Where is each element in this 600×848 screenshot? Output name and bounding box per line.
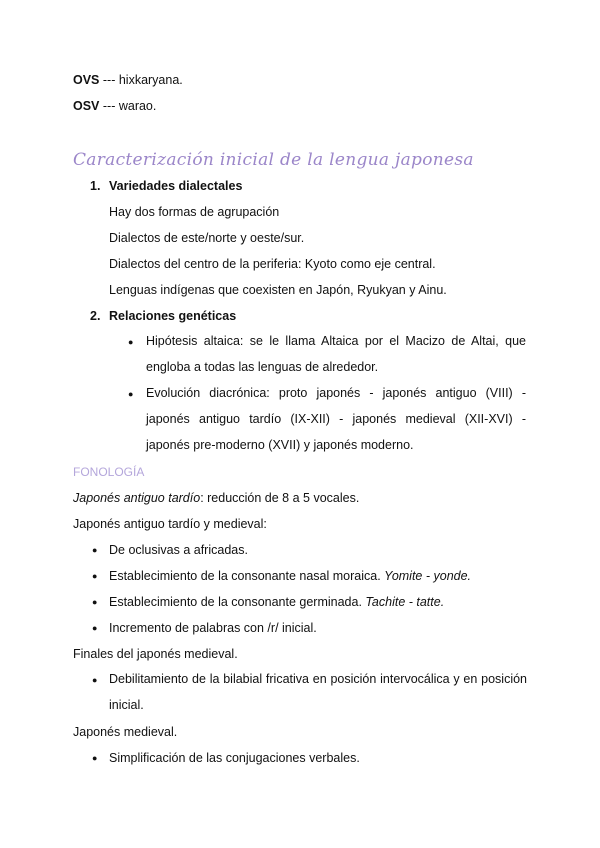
bullet-item: De oclusivas a africadas.: [109, 543, 248, 557]
bullet-icon: ●: [92, 753, 98, 763]
list-line: Lenguas indígenas que coexisten en Japón, Ryukyan y Ainu.: [109, 283, 447, 297]
list-line: Dialectos de este/norte y oeste/sur.: [109, 231, 305, 245]
subheading-finales-medieval: Finales del japonés medieval.: [73, 647, 238, 661]
fonologia-title: FONOLOGÍA: [73, 465, 145, 479]
bullet-icon: ●: [92, 545, 98, 555]
list-line: Hay dos formas de agrupación: [109, 205, 280, 219]
bullet-item: Incremento de palabras con /r/ inicial.: [109, 621, 317, 635]
bullet-icon: ●: [92, 571, 98, 581]
bullet-icon: ●: [92, 597, 98, 607]
bullet-item-debilitamiento: Debilitamiento de la bilabial fricativa en posición intervocálica y en posición inicial.: [109, 672, 527, 712]
list-title-relaciones: Relaciones genéticas: [109, 309, 237, 323]
subheading-antiguo-medieval: Japonés antiguo tardío y medieval:: [73, 517, 267, 531]
bullet-icon: ●: [128, 337, 134, 347]
section-heading: Caracterización inicial de la lengua japonesa: [73, 150, 474, 170]
bullet-item-hipotesis: Hipótesis altaica: se le llama Altaica por el Macizo de Altai, que engloba a todas las lenguas de alrededor.: [146, 334, 526, 374]
bullet-icon: ●: [92, 623, 98, 633]
word-order-ovs: OVS --- hixkaryana.: [73, 73, 183, 87]
bullet-item: Establecimiento de la consonante nasal moraica. Yomite - yonde.: [109, 569, 472, 583]
bullet-item-evolucion: Evolución diacrónica: proto japonés - japonés antiguo (VIII) - japonés antiguo tardío (IX-XII) - japonés medieval (XII-XVI) - japonés pre-moderno (XVII) y japonés moderno.: [146, 386, 526, 452]
word-order-osv: OSV --- warao.: [73, 99, 157, 113]
list-number: 2.: [90, 309, 101, 323]
list-number: 1.: [90, 179, 101, 193]
subheading-medieval: Japonés medieval.: [73, 725, 178, 739]
bullet-item: Establecimiento de la consonante germinada. Tachite - tatte.: [109, 595, 445, 609]
bullet-item: Simplificación de las conjugaciones verbales.: [109, 751, 360, 765]
list-line: Dialectos del centro de la periferia: Kyoto como eje central.: [109, 257, 436, 271]
list-title-variedades: Variedades dialectales: [109, 179, 243, 193]
bullet-icon: ●: [128, 389, 134, 399]
fonologia-intro: Japonés antiguo tardío: reducción de 8 a 5 vocales.: [73, 491, 360, 505]
bullet-icon: ●: [92, 675, 98, 685]
